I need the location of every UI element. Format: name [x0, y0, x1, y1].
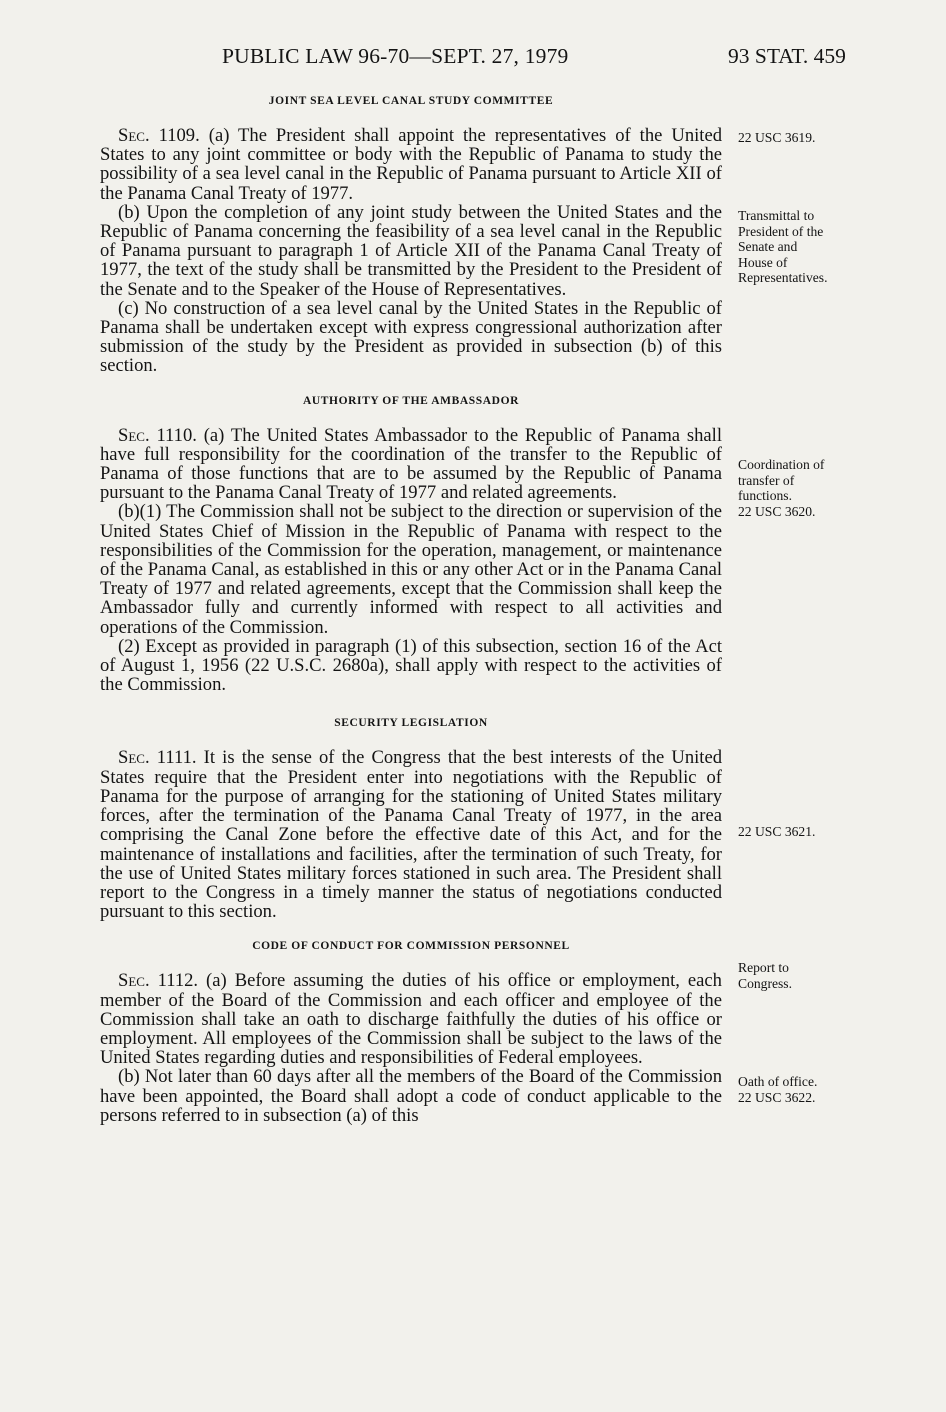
- margin-note-usc-3619: 22 USC 3619.: [738, 130, 816, 145]
- paragraph-1109-c: (c) No construction of a sea level canal by the United States in the Republic of Panama shall be undertaken except with express congressional authorization after submission of the study by the President as provided in subsection (b) of this section.: [100, 297, 722, 377]
- margin-note-coordination: Coordination of transfer of functions. 22 USC 3620.: [738, 457, 825, 519]
- margin-note-transmittal: Transmittal to President of the Senate and House of Representatives.: [738, 208, 828, 286]
- section-label: Sec.: [118, 970, 150, 992]
- page-header-title: PUBLIC LAW 96-70—SEPT. 27, 1979: [222, 44, 569, 68]
- section-label: Sec.: [118, 747, 150, 769]
- paragraph-1109-a: [100, 126, 722, 203]
- section-gap: [100, 376, 722, 394]
- paragraph-1112-a: [100, 971, 722, 1067]
- paragraph-1110-b2: (2) Except as provided in paragraph (1) of this subsection, section 16 of the Act of August 1, 1956 (22 U.S.C. 2680a), shall apply with respect to the activities of the Commission.: [100, 635, 722, 696]
- margin-note-report: Report to Congress.: [738, 960, 792, 991]
- paragraph-1111: [100, 748, 722, 921]
- paragraph-text: 1109. (a) The President shall appoint the representatives of the United States to any joint committee or body with the Republic of Panama to study the possibility of a sea level canal in the Republic of Panama pursuant to Article XII of the Panama Canal Treaty of 1977.: [100, 125, 722, 204]
- paragraph-1112-b: (b) Not later than 60 days after all the members of the Board of the Commission have been appointed, the Board shall adopt a code of conduct applicable to the persons referred to in subsection (a) of this: [100, 1066, 722, 1126]
- section-heading-1111: SECURITY LEGISLATION: [334, 717, 488, 730]
- paragraph-1109-b: (b) Upon the completion of any joint study between the United States and the Republic of Panama concerning the feasibility of a sea level canal in the Republic of Panama pursuant to paragraph 1 of Article XII of the Panama Canal Treaty of 1977, the text of the study shall be transmitted by the President to the President of the Senate and to the Speaker of the House of Representatives.: [100, 201, 722, 300]
- margin-note-oath: Oath of office. 22 USC 3622.: [738, 1074, 818, 1105]
- section-gap: [100, 921, 722, 939]
- section-heading-1110: AUTHORITY OF THE AMBASSADOR: [302, 394, 520, 407]
- paragraph-text: 1112. (a) Before assuming the duties of his office or employment, each member of the Board of the Commission and each officer and employee of the Commission shall take an oath to discharge faithfully the duties of his office or employment. All employees of the Commission shall be subject to the laws of the United States regarding duties and responsibilities of Federal employees.: [100, 970, 722, 1069]
- page-header-stat: 93 STAT. 459: [728, 44, 846, 68]
- paragraph-1110-a: [100, 426, 722, 503]
- margin-note-usc-3621: 22 USC 3621.: [738, 824, 816, 839]
- paragraph-text: 1111. It is the sense of the Congress that the best interests of the United States require that the President enter into negotiations with the Republic of Panama for the purpose of arranging for the stationing of United States military forces, after the termination of the Panama Canal Treaty of 1977, in the area comprising the Canal Zone before the effective date of this Act, and for the maintenance of installations and facilities, after the termination of such Treaty, for the use of United States military forces stationed in such area. The President shall report to the Congress in a timely manner the status of negotiations conducted pursuant to this section.: [100, 747, 722, 923]
- section-label: Sec.: [118, 125, 150, 146]
- section-gap: [100, 694, 722, 716]
- main-text-column: [100, 94, 722, 1125]
- section-heading-1109: JOINT SEA LEVEL CANAL STUDY COMMITTEE: [268, 95, 554, 107]
- section-heading-1112: CODE OF CONDUCT FOR COMMISSION PERSONNEL: [252, 940, 570, 953]
- section-label: Sec.: [118, 424, 150, 446]
- paragraph-1110-b1: (b)(1) The Commission shall not be subject to the direction or supervision of the United States Chief of Mission in the Republic of Panama with respect to the responsibilities of the Commission for the operation, management, or maintenance of the Panama Canal, as established in this or any other Act or in the Panama Canal Treaty of 1977 and related agreements, except that the Commission shall keep the Ambassador fully and currently informed with respect to all activities and operations of the Commission.: [100, 501, 722, 638]
- paragraph-text: 1110. (a) The United States Ambassador to the Republic of Panama shall have full responsibility for the coordination of the transfer to the Republic of Panama of those functions that are to be assumed by the Republic of Panama pursuant to the Panama Canal Treaty of 1977 and related agreements.: [100, 424, 723, 504]
